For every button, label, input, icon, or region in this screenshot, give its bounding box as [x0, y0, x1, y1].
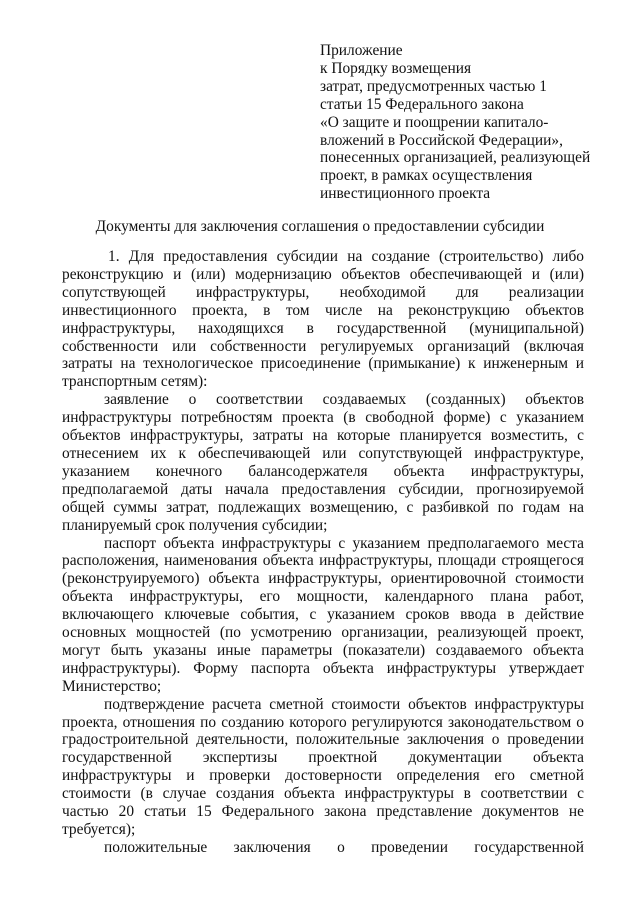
appendix-block: [320, 42, 620, 203]
paragraph-1: 1. Для предоставления субсидии на создание (строительство) либо реконструкцию и (или) модернизацию объектов обеспечивающей и (или) сопутствующей инфраструктуры, необходимой для реализации инвестиционного проекта, в том числе на реконструкцию объектов инфраструктуры, находящихся в государственной (муниципальной) собственности или собственности регулируемых организаций (включая затраты на технологическое присоединение (примыкание) к инженерным и транспортным сетям):: [62, 248, 584, 391]
appendix-line: инвестиционного проекта: [320, 185, 491, 203]
appendix-line: вложений в Российской Федерации»,: [320, 131, 563, 149]
paragraph-application: заявление о соответствии создаваемых (созданных) объектов инфраструктуры потребностям проекта (в свободной форме) с указанием объектов инфраструктуры, затраты на которые планируется возместить, с отнесением их к обеспечивающей или сопутствующей инфраструктуре, указанием конечного балансодержателя объекта инфраструктуры, предполагаемой даты начала предоставления субсидии, прогнозируемой общей суммы затрат, подлежащих возмещению, с разбивкой по годам на планируемый срок получения субсидии;: [62, 391, 584, 534]
appendix-line: к Порядку возмещения: [320, 59, 472, 77]
appendix-line: затрат, предусмотренных частью 1: [320, 77, 547, 95]
appendix-line: проект, в рамках осуществления: [320, 167, 533, 185]
appendix-line: понесенных организацией, реализующей: [320, 149, 591, 167]
paragraph-cost-confirmation: подтверждение расчета сметной стоимости объектов инфраструктуры проекта, отношения по созданию которого регулируются законодательством о градостроительной деятельности, положительные заключения о проведении государственной экспертизы проектной документации объекта инфраструктуры и проверки достоверности определения его сметной стоимости (в случае создания объекта инфраструктуры в соответствии с частью 20 статьи 15 Федерального закона представление документов не требуется);: [62, 695, 584, 838]
appendix-line: Приложение: [320, 42, 403, 59]
document-body: [62, 248, 584, 857]
appendix-line: «О защите и поощрении капитало-: [320, 113, 549, 131]
document-title: Документы для заключения соглашения о предоставлении субсидии: [95, 218, 545, 235]
paragraph-positive-conclusions: положительные заключения о проведении государственной: [104, 838, 584, 856]
paragraph-passport: паспорт объекта инфраструктуры с указанием предполагаемого места расположения, наименования объекта инфраструктуры, площади строящегося (реконструируемого) объекта инфраструктуры, ориентировочной стоимости объекта инфраструктуры, его мощности, календарного плана работ, включающего ключевые события, с указанием сроков ввода в действие основных мощностей (по усмотрению организации, реализующей проект, могут быть указаны иные параметры (показатели) создаваемого объекта инфраструктуры). Форму паспорта объекта инфраструктуры утверждает Министерство;: [62, 534, 584, 695]
appendix-line: статьи 15 Федерального закона: [320, 95, 524, 113]
